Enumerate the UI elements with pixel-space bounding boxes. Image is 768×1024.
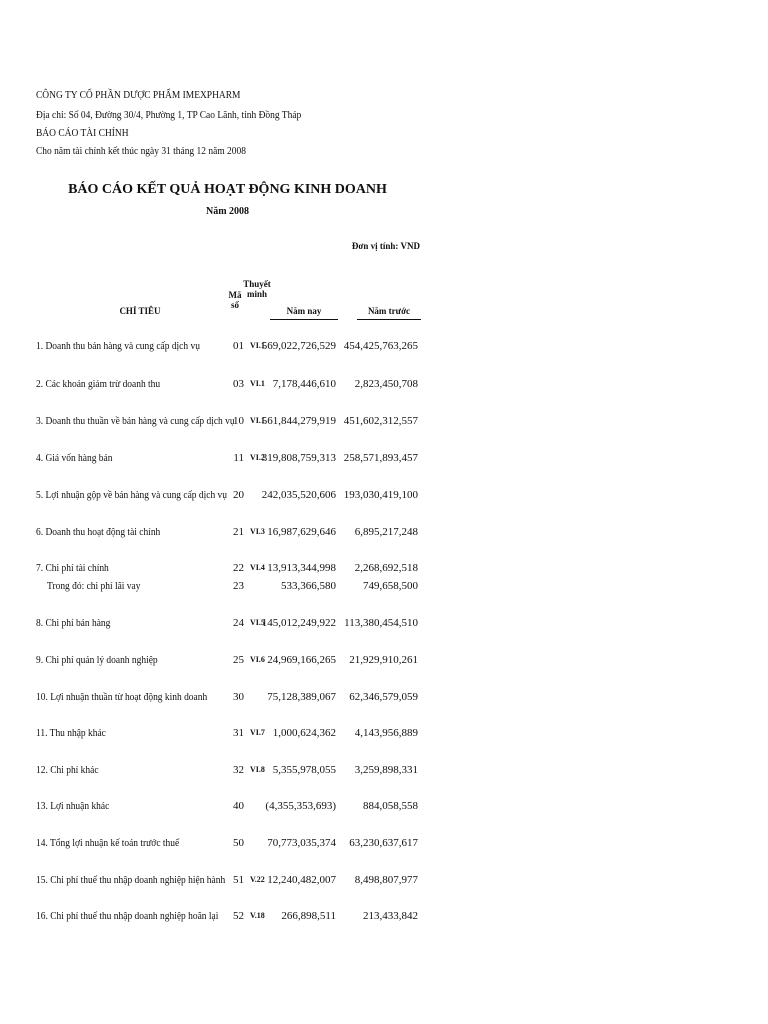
column-header-code: Mã số bbox=[228, 290, 242, 310]
column-header-note: Thuyết minh bbox=[243, 279, 271, 299]
row-label: 4. Giá vốn hàng bán bbox=[36, 452, 113, 464]
row-code: 03 bbox=[233, 378, 244, 390]
row-code: 20 bbox=[233, 489, 244, 501]
table-row bbox=[0, 579, 768, 593]
row-previous-value: 6,895,217,248 bbox=[354, 526, 418, 538]
row-code: 40 bbox=[233, 800, 244, 812]
row-note: VI.3 bbox=[250, 527, 265, 536]
row-label: 9. Chi phí quản lý doanh nghiệp bbox=[36, 654, 158, 666]
row-label: 8. Chi phí bán hàng bbox=[36, 617, 111, 629]
company-name: CÔNG TY CỔ PHẦN DƯỢC PHẨM IMEXPHARM bbox=[36, 89, 241, 101]
table-row bbox=[0, 561, 768, 575]
table-row bbox=[0, 339, 768, 353]
row-previous-value: 8,498,807,977 bbox=[354, 874, 418, 886]
column-header-current-year: Năm nay bbox=[270, 306, 338, 320]
table-row bbox=[0, 377, 768, 391]
row-label: 16. Chi phí thuế thu nhập doanh nghiệp hoãn lại bbox=[36, 910, 219, 922]
fiscal-period: Cho năm tài chính kết thúc ngày 31 tháng 12 năm 2008 bbox=[36, 145, 246, 157]
row-code: 22 bbox=[233, 562, 244, 574]
row-code: 11 bbox=[233, 452, 244, 464]
row-code: 25 bbox=[233, 654, 244, 666]
row-code: 50 bbox=[233, 837, 244, 849]
row-note: V.18 bbox=[250, 911, 265, 920]
row-note: VI.1 bbox=[250, 379, 265, 388]
row-previous-value: 193,030,419,100 bbox=[343, 489, 418, 501]
row-label: 2. Các khoản giảm trừ doanh thu bbox=[36, 378, 161, 390]
row-current-value: 70,773,035,374 bbox=[267, 837, 336, 849]
table-row bbox=[0, 525, 768, 539]
column-header-indicator: CHỈ TIÊU bbox=[119, 306, 161, 316]
currency-unit: Đơn vị tính: VND bbox=[351, 241, 420, 251]
row-code: 31 bbox=[233, 727, 244, 739]
row-current-value: 5,355,978,055 bbox=[272, 764, 336, 776]
row-previous-value: 749,658,500 bbox=[363, 580, 418, 592]
row-label: 7. Chi phí tài chính bbox=[36, 562, 109, 574]
row-code: 01 bbox=[233, 340, 244, 352]
row-note: VI.1 bbox=[250, 341, 265, 350]
row-code: 10 bbox=[233, 415, 244, 427]
row-label: 15. Chi phí thuế thu nhập doanh nghiệp hiện hành bbox=[36, 874, 226, 886]
row-previous-value: 4,143,956,889 bbox=[354, 727, 418, 739]
row-current-value: 242,035,520,606 bbox=[261, 489, 336, 501]
row-label: 6. Doanh thu hoạt động tài chính bbox=[36, 526, 161, 538]
table-row bbox=[0, 799, 768, 813]
row-label: Trong đó: chi phí lãi vay bbox=[47, 580, 141, 592]
row-note: V.22 bbox=[250, 875, 265, 884]
row-note: VI.5 bbox=[250, 618, 265, 627]
row-current-value: 7,178,446,610 bbox=[272, 378, 336, 390]
table-row bbox=[0, 414, 768, 428]
column-header-previous-year: Năm trước bbox=[357, 306, 421, 320]
row-previous-value: 62,346,579,059 bbox=[349, 691, 418, 703]
row-current-value: 319,808,759,313 bbox=[261, 452, 336, 464]
row-current-value: 1,000,624,362 bbox=[272, 727, 336, 739]
row-label: 11. Thu nhập khác bbox=[36, 727, 106, 739]
row-current-value: 12,240,482,007 bbox=[267, 874, 336, 886]
row-previous-value: 2,268,692,518 bbox=[354, 562, 418, 574]
table-row bbox=[0, 873, 768, 887]
row-code: 52 bbox=[233, 910, 244, 922]
row-previous-value: 451,602,312,557 bbox=[343, 415, 418, 427]
table-row bbox=[0, 653, 768, 667]
row-code: 30 bbox=[233, 691, 244, 703]
row-previous-value: 2,823,450,708 bbox=[354, 378, 418, 390]
row-current-value: 24,969,166,265 bbox=[267, 654, 336, 666]
table-row bbox=[0, 909, 768, 923]
row-current-value: 13,913,344,998 bbox=[267, 562, 336, 574]
row-note: VI.1 bbox=[250, 416, 265, 425]
row-label: 5. Lợi nhuận gộp về bán hàng và cung cấp dịch vụ bbox=[36, 489, 228, 501]
row-previous-value: 113,380,454,510 bbox=[344, 617, 418, 629]
row-previous-value: 454,425,763,265 bbox=[343, 340, 418, 352]
report-year: Năm 2008 bbox=[205, 206, 250, 217]
report-title: BÁO CÁO KẾT QUẢ HOẠT ĐỘNG KINH DOANH bbox=[68, 182, 387, 197]
row-previous-value: 21,929,910,261 bbox=[349, 654, 418, 666]
table-row bbox=[0, 451, 768, 465]
table-row bbox=[0, 726, 768, 740]
table-row bbox=[0, 763, 768, 777]
table-row bbox=[0, 690, 768, 704]
row-code: 51 bbox=[233, 874, 244, 886]
row-previous-value: 884,058,558 bbox=[363, 800, 418, 812]
row-note: VI.7 bbox=[250, 728, 265, 737]
row-current-value: 533,366,580 bbox=[281, 580, 336, 592]
table-row bbox=[0, 488, 768, 502]
row-code: 23 bbox=[233, 580, 244, 592]
table-row bbox=[0, 616, 768, 630]
row-current-value: (4,355,353,693) bbox=[265, 800, 336, 812]
table-row bbox=[0, 836, 768, 850]
row-current-value: 16,987,629,646 bbox=[267, 526, 336, 538]
row-note: VI.8 bbox=[250, 765, 265, 774]
row-note: VI.4 bbox=[250, 563, 265, 572]
row-current-value: 266,898,511 bbox=[281, 910, 336, 922]
row-previous-value: 213,433,842 bbox=[363, 910, 418, 922]
row-current-value: 145,012,249,922 bbox=[261, 617, 336, 629]
row-current-value: 75,128,389,067 bbox=[267, 691, 336, 703]
row-label: 13. Lợi nhuận khác bbox=[36, 800, 110, 812]
row-code: 24 bbox=[233, 617, 244, 629]
row-previous-value: 258,571,893,457 bbox=[343, 452, 418, 464]
row-code: 32 bbox=[233, 764, 244, 776]
row-note: VI.6 bbox=[250, 655, 265, 664]
row-previous-value: 3,259,898,331 bbox=[354, 764, 418, 776]
row-current-value: 569,022,726,529 bbox=[261, 340, 336, 352]
row-label: 3. Doanh thu thuần về bán hàng và cung cấp dịch vụ bbox=[36, 415, 235, 427]
row-note: VI.2 bbox=[250, 453, 265, 462]
row-label: 10. Lợi nhuận thuần từ hoạt động kinh doanh bbox=[36, 691, 208, 703]
row-current-value: 561,844,279,919 bbox=[261, 415, 336, 427]
company-address: Địa chỉ: Số 04, Đường 30/4, Phường 1, TP Cao Lãnh, tỉnh Đồng Tháp bbox=[36, 109, 302, 121]
row-label: 12. Chi phí khác bbox=[36, 764, 99, 776]
row-label: 1. Doanh thu bán hàng và cung cấp dịch vụ bbox=[36, 340, 200, 352]
row-code: 21 bbox=[233, 526, 244, 538]
report-type: BÁO CÁO TÀI CHÍNH bbox=[36, 127, 129, 139]
row-previous-value: 63,230,637,617 bbox=[349, 837, 418, 849]
row-label: 14. Tổng lợi nhuận kế toán trước thuế bbox=[36, 837, 180, 849]
